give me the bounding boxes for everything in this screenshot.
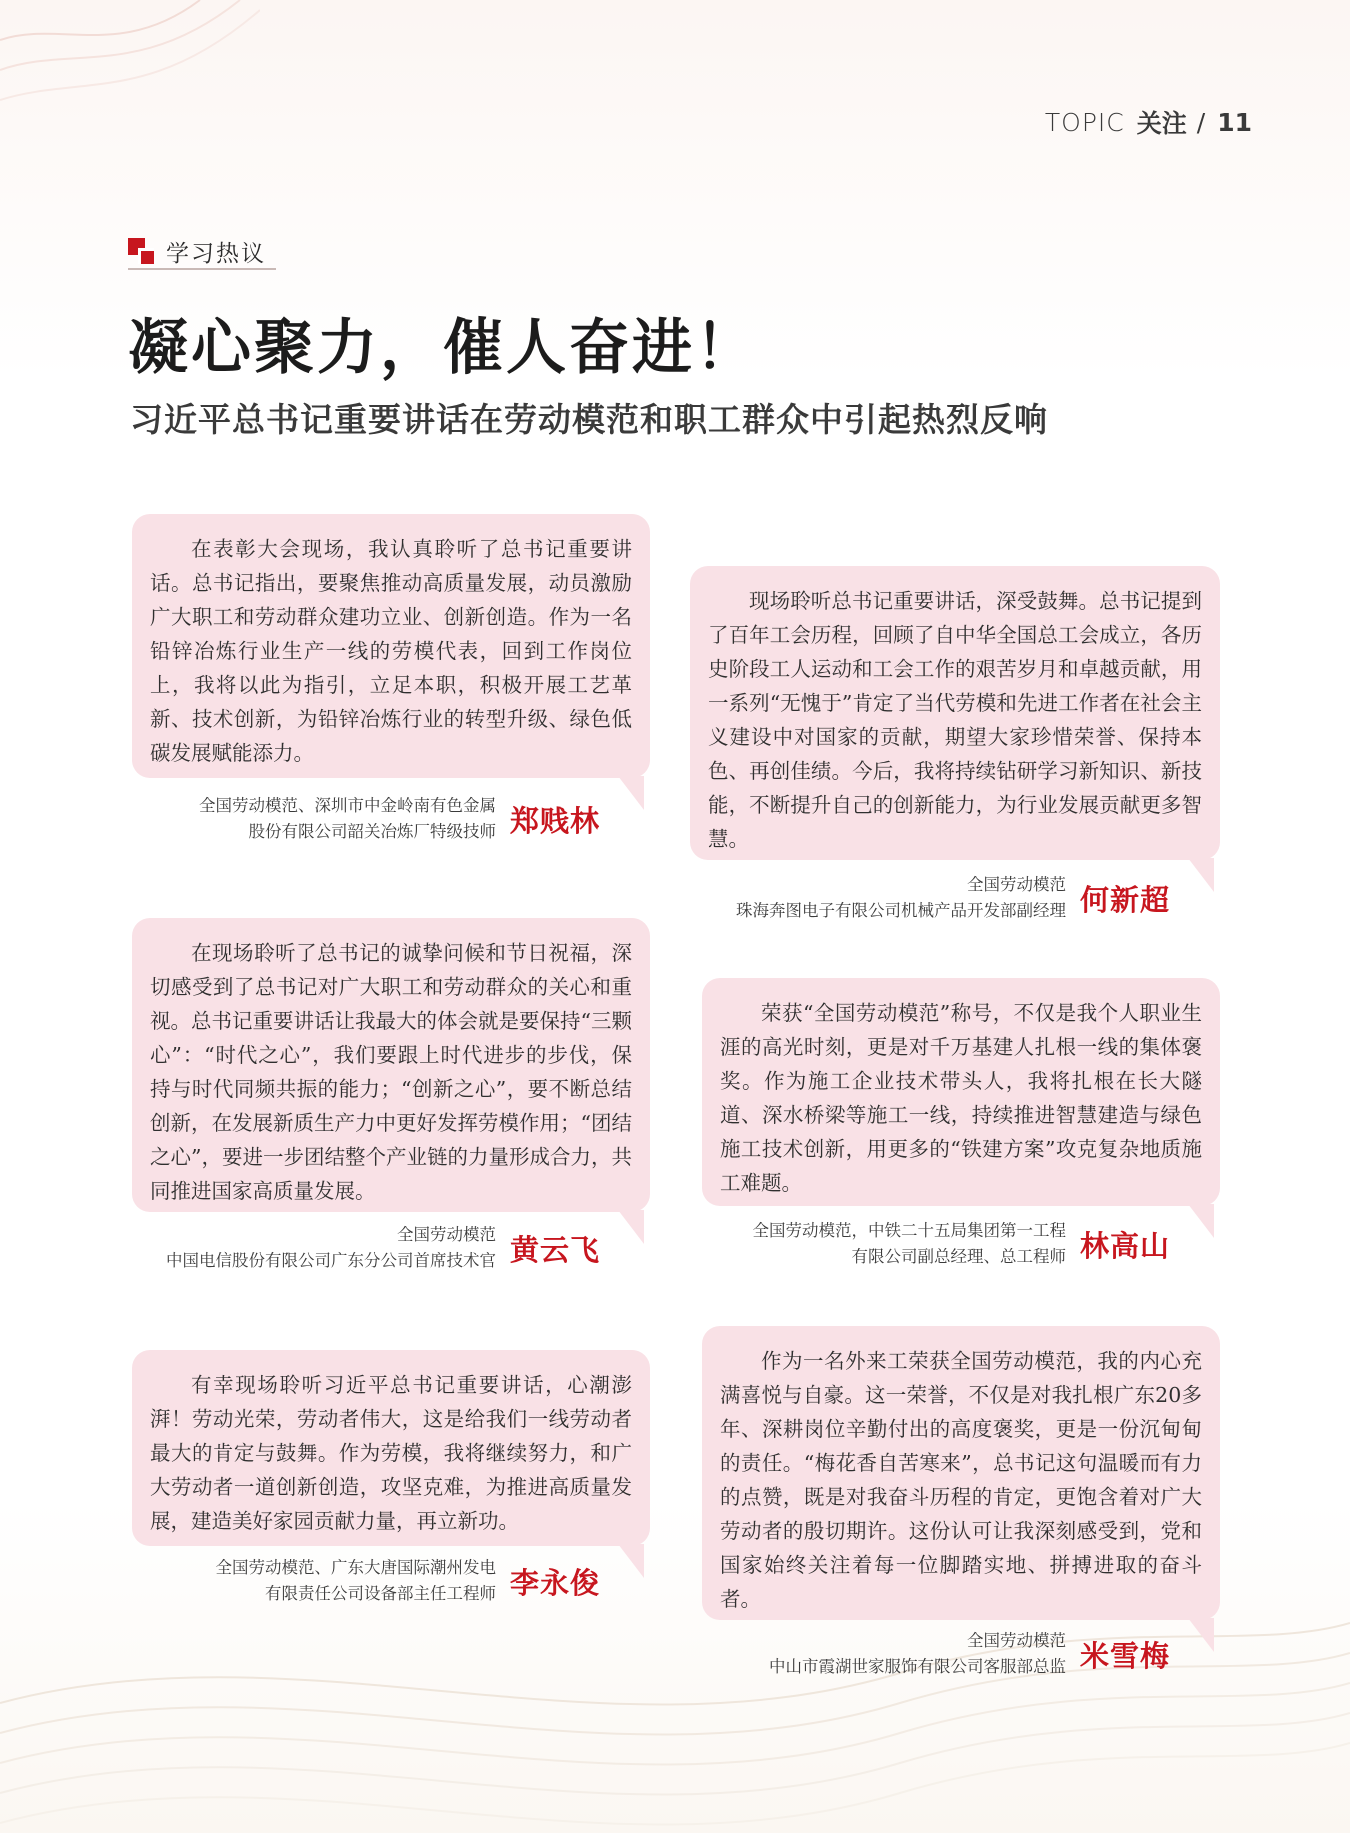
column-tag-label: 学习热议: [166, 240, 266, 267]
quote-bubble: [132, 514, 650, 778]
quote-bubble: [702, 978, 1220, 1206]
quote-signature: [215, 1555, 600, 1607]
quote-text: 荣获“全国劳动模范”称号，不仅是我个人职业生涯的高光时刻，更是对千万基建人扎根一线的集体褒奖。作为施工企业技术带头人，我将扎根在长大隧道、深水桥梁等施工一线，持续推进智慧建造与绿色施工技术创新，用更多的“铁建方案”攻克复杂地质施工难题。: [720, 1001, 1202, 1195]
quote-bubble: [702, 1326, 1220, 1620]
corner-decoration: [0, 0, 260, 170]
page-title: 凝心聚力，催人奋进！: [128, 313, 758, 383]
quote-text: 作为一名外来工荣获全国劳动模范，我的内心充满喜悦与自豪。这一荣誉，不仅是对我扎根广东20多年、深耕岗位辛勤付出的高度褒奖，更是一份沉甸甸的责任。“梅花香自苦寒来”，总书记这句温暖而有力的点赞，既是对我奋斗历程的肯定，更饱含着对广大劳动者的殷切期许。这份认可让我深刻感受到，党和国家始终关注着每一位脚踏实地、拼搏进取的奋斗者。: [720, 1349, 1202, 1611]
signature-name: 米雪梅: [1079, 1638, 1170, 1673]
header-slash: /: [1196, 107, 1206, 137]
bubble-tail: [618, 1210, 644, 1244]
page-subtitle: 习近平总书记重要讲话在劳动模范和职工群众中引起热烈反响: [130, 400, 1048, 439]
bubble-tail: [1188, 858, 1214, 892]
quote-signature: [752, 1218, 1170, 1270]
signature-description: 全国劳动模范 珠海奔图电子有限公司机械产品开发部副经理: [735, 875, 1066, 920]
quote-signature: [199, 793, 600, 845]
signature-description: 全国劳动模范 中山市霞湖世家服饰有限公司客服部总监: [768, 1631, 1066, 1676]
quote-signature: [736, 872, 1170, 924]
header-topic: TOPIC: [1044, 107, 1125, 137]
quote-text: 在表彰大会现场，我认真聆听了总书记重要讲话。总书记指出，要聚焦推动高质量发展，动员激励广大职工和劳动群众建功立业、创新创造。作为一名铅锌冶炼行业生产一线的劳模代表，回到工作岗位上，我将以此为指引，立足本职，积极开展工艺革新、技术创新，为铅锌冶炼行业的转型升级、绿色低碳发展赋能添力。: [150, 537, 632, 765]
quote-signature: [769, 1628, 1170, 1680]
bubble-tail: [1188, 1204, 1214, 1238]
signature-name: 黄云飞: [509, 1232, 600, 1267]
header-section: 关注: [1136, 109, 1187, 138]
signature-name: 何新超: [1079, 882, 1170, 917]
column-tag: [128, 234, 276, 270]
signature-description: 全国劳动模范、广东大唐国际潮州发电 有限责任公司设备部主任工程师: [215, 1558, 496, 1603]
signature-description: 全国劳动模范 中国电信股份有限公司广东分公司首席技术官: [165, 1225, 496, 1270]
bubble-tail: [1188, 1618, 1214, 1652]
quote-bubble: [690, 566, 1220, 860]
signature-description: 全国劳动模范、深圳市中金岭南有色金属 股份有限公司韶关冶炼厂特级技师: [198, 796, 496, 841]
quote-bubble: [132, 1350, 650, 1546]
quote-text: 在现场聆听了总书记的诚挚问候和节日祝福，深切感受到了总书记对广大职工和劳动群众的关心和重视。总书记重要讲话让我最大的体会就是要保持“三颗心”：“时代之心”，我们要跟上时代进步的步伐，保持与时代同频共振的能力；“创新之心”，要不断总结创新，在发展新质生产力中更好发挥劳模作用；“团结之心”，要进一步团结整个产业链的力量形成合力，共同推进国家高质量发展。: [150, 941, 632, 1203]
quote-text: 有幸现场聆听习近平总书记重要讲话，心潮澎湃！劳动光荣，劳动者伟大，这是给我们一线劳动者最大的肯定与鼓舞。作为劳模，我将继续努力，和广大劳动者一道创新创造，攻坚克难，为推进高质量发展，建造美好家园贡献力量，再立新功。: [150, 1373, 632, 1533]
quote-bubble: [132, 918, 650, 1212]
page-number: 11: [1217, 107, 1252, 137]
quote-signature: [166, 1222, 600, 1274]
signature-name: 郑贱林: [509, 803, 600, 838]
signature-description: 全国劳动模范，中铁二十五局集团第一工程 有限公司副总经理、总工程师: [752, 1221, 1066, 1266]
bubble-tail: [618, 776, 644, 810]
bubble-tail: [618, 1544, 644, 1578]
quote-text: 现场聆听总书记重要讲话，深受鼓舞。总书记提到了百年工会历程，回顾了自中华全国总工会成立，各历史阶段工人运动和工会工作的艰苦岁月和卓越贡献，用一系列“无愧于”肯定了当代劳模和先进工作者在社会主义建设中对国家的贡献，期望大家珍惜荣誉、保持本色、再创佳绩。今后，我将持续钻研学习新知识、新技能，不断提升自己的创新能力，为行业发展贡献更多智慧。: [708, 589, 1202, 851]
column-tag-icon: [128, 238, 154, 264]
signature-name: 李永俊: [509, 1565, 600, 1600]
page-header: [1045, 104, 1252, 140]
signature-name: 林高山: [1079, 1228, 1170, 1263]
